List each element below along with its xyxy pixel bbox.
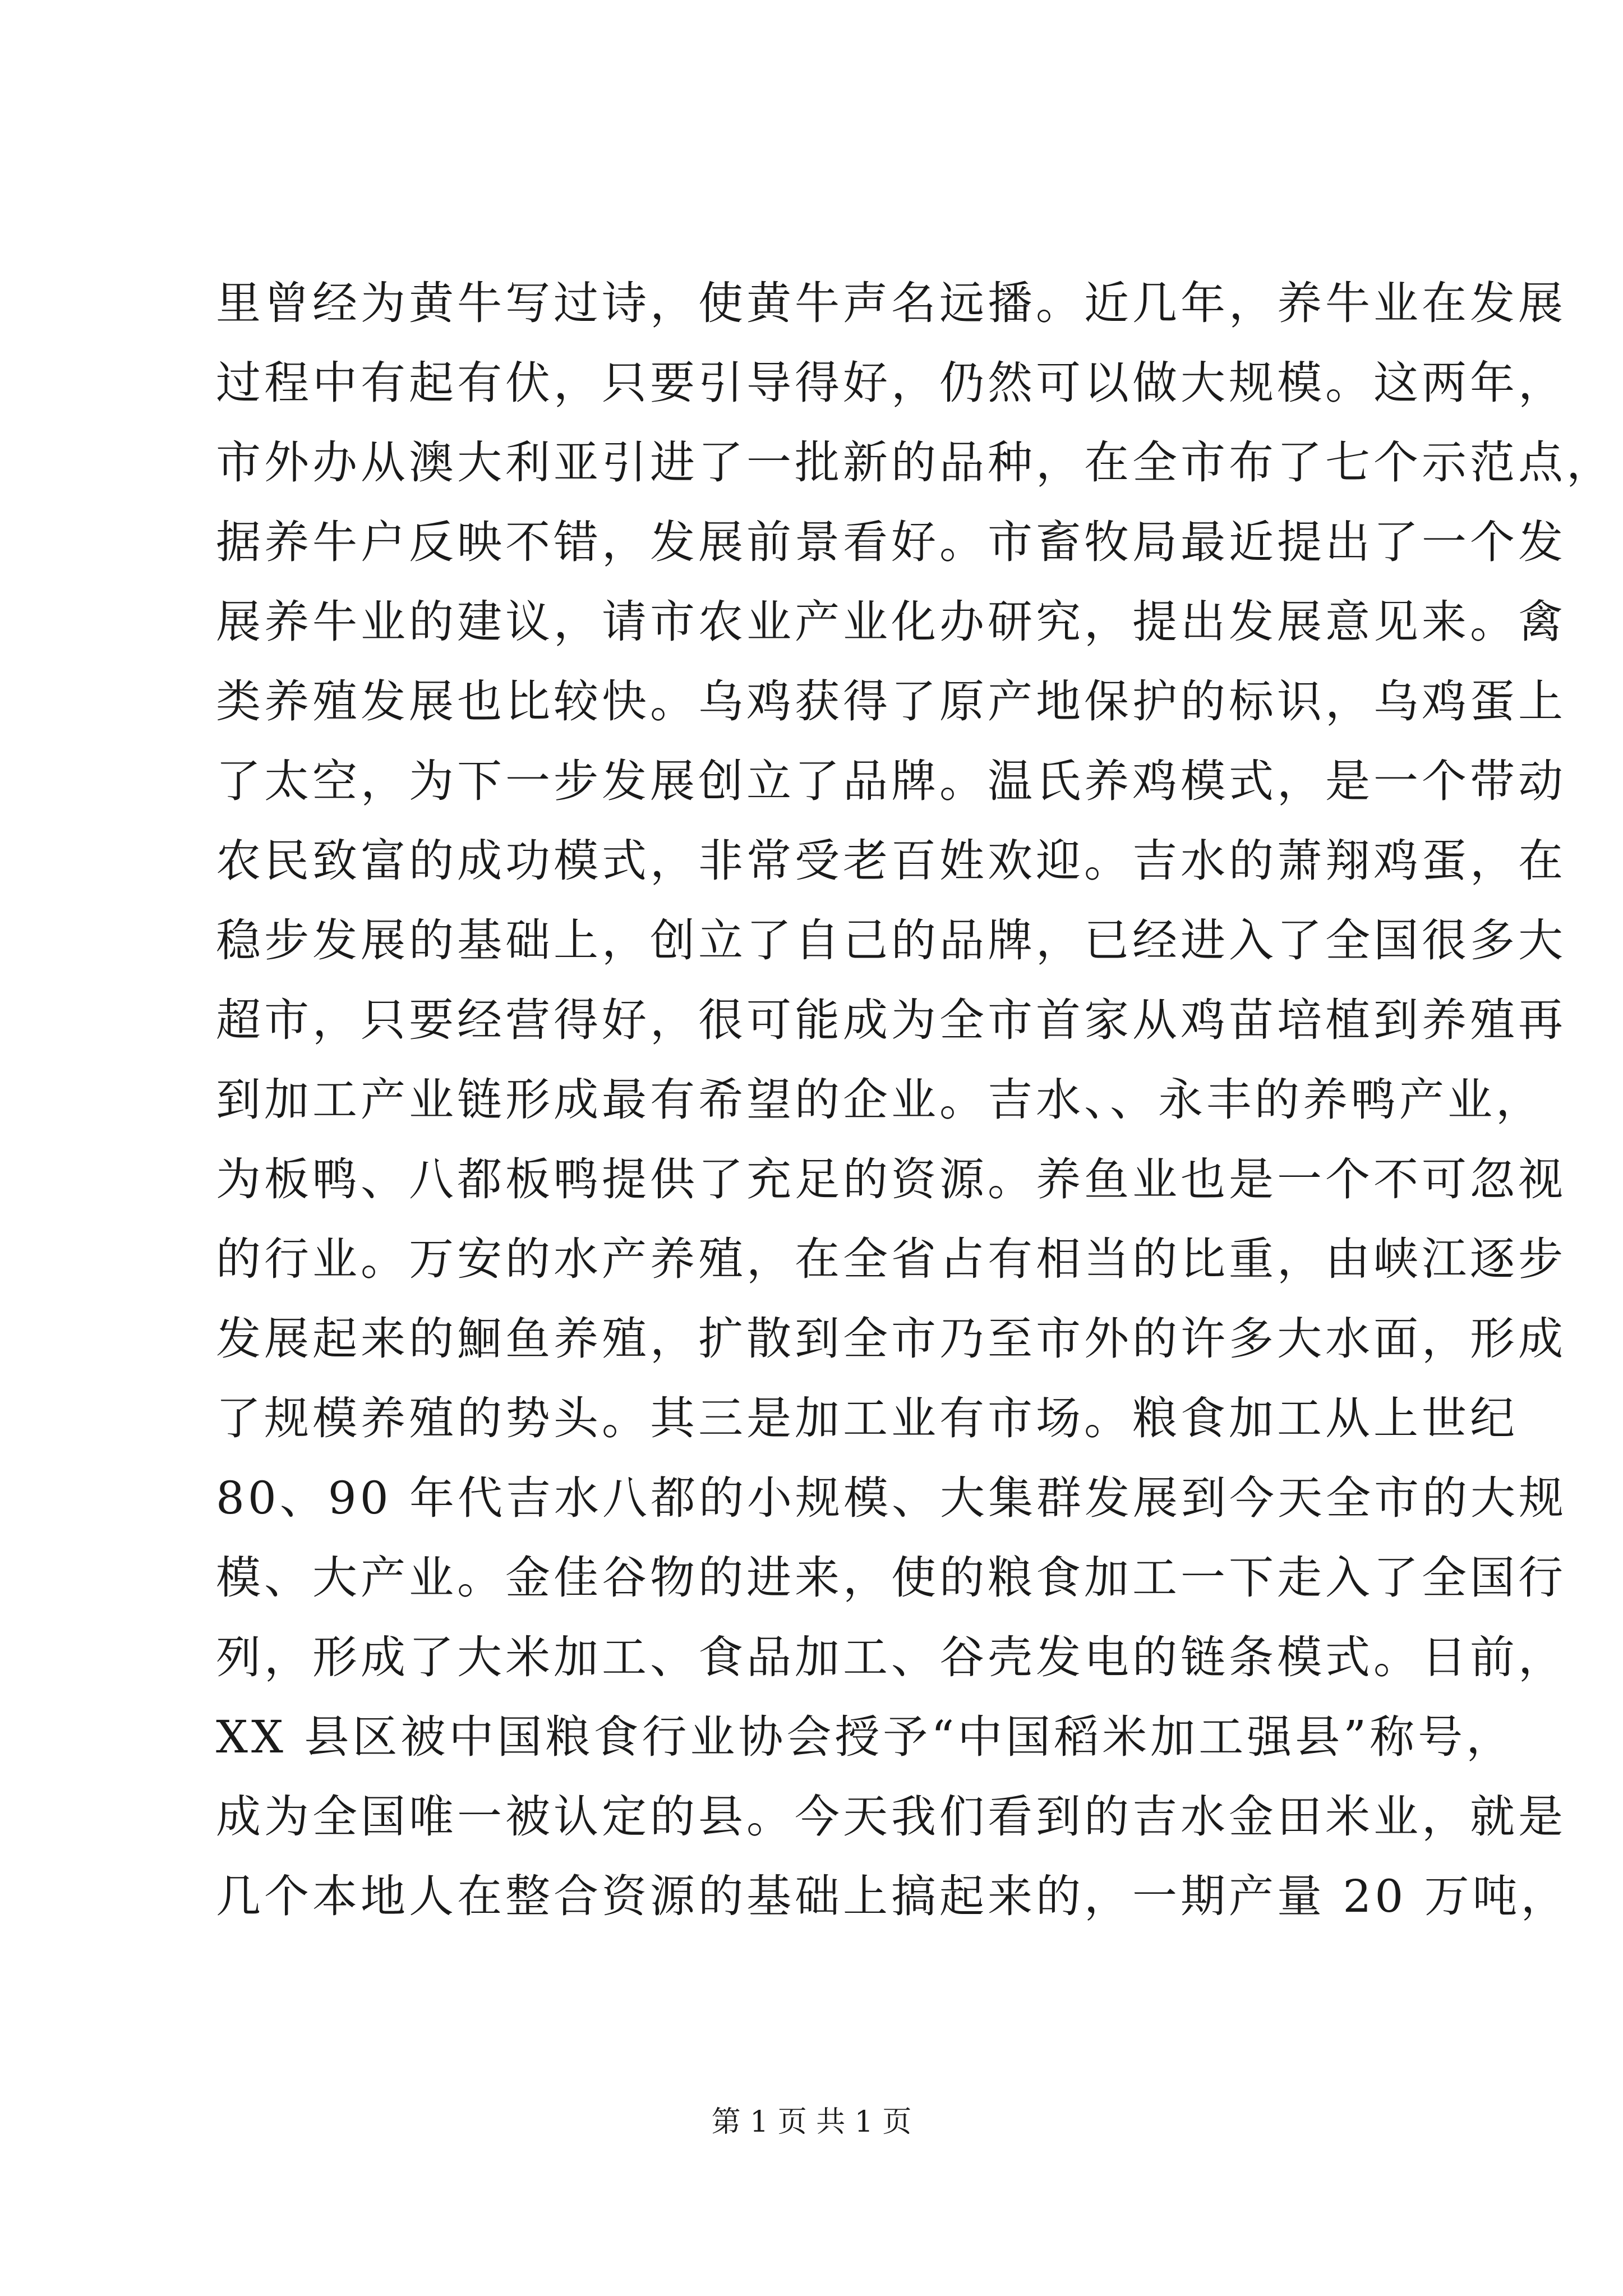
- text-line: 到加工产业链形成最有希望的企业。吉水、、永丰的养鸭产业，: [216, 1074, 1544, 1126]
- text-line: 里曾经为黄牛写过诗，使黄牛声名远播。近几年，养牛业在发展: [216, 277, 1566, 329]
- text-line: 超市，只要经营得好，很可能成为全市首家从鸡苗培植到养殖再: [216, 994, 1566, 1046]
- text-line: 80、90 年代吉水八都的小规模、大集群发展到今天全市的大规: [216, 1472, 1567, 1524]
- text-line: 了太空，为下一步发展创立了品牌。温氏养鸡模式，是一个带动: [216, 755, 1566, 807]
- text-line: 稳步发展的基础上，创立了自己的品牌，已经进入了全国很多大: [216, 914, 1566, 967]
- text-line: 据养牛户反映不错，发展前景看好。市畜牧局最近提出了一个发: [216, 516, 1566, 568]
- text-line: 几个本地人在整合资源的基础上搞起来的，一期产量 20 万吨，: [216, 1870, 1569, 1922]
- text-line: 类养殖发展也比较快。乌鸡获得了原产地保护的标识，乌鸡蛋上: [216, 675, 1566, 728]
- text-line: 发展起来的鮰鱼养殖，扩散到全市乃至市外的许多大水面，形成: [216, 1313, 1566, 1365]
- text-line: 的行业。万安的水产养殖，在全省占有相当的比重，由峡江逐步: [216, 1233, 1566, 1285]
- text-line: 过程中有起有伏，只要引导得好，仍然可以做大规模。这两年，: [216, 357, 1566, 409]
- page-footer: 第 1 页 共 1 页: [711, 2105, 912, 2139]
- body-text: [216, 264, 1615, 1936]
- text-line: 模、大产业。金佳谷物的进来，使的粮食加工一下走入了全国行: [216, 1552, 1566, 1604]
- text-line: 市外办从澳大利亚引进了一批新的品种，在全市布了七个示范点，: [216, 436, 1615, 489]
- text-line: XX 县区被中国粮食行业协会授予“中国稻米加工强县”称号，: [216, 1711, 1515, 1763]
- text-line: 列，形成了大米加工、食品加工、谷壳发电的链条模式。日前，: [216, 1631, 1566, 1683]
- text-line: 农民致富的成功模式，非常受老百姓欢迎。吉水的萧翔鸡蛋，在: [216, 835, 1566, 887]
- text-line: 了规模养殖的势头。其三是加工业有市场。粮食加工从上世纪: [216, 1392, 1518, 1444]
- text-line: 展养牛业的建议，请市农业产业化办研究，提出发展意见来。禽: [216, 596, 1566, 648]
- text-line: 成为全国唯一被认定的县。今天我们看到的吉水金田米业，就是: [216, 1791, 1566, 1843]
- text-line: 为板鸭、八都板鸭提供了充足的资源。养鱼业也是一个不可忽视: [216, 1153, 1566, 1205]
